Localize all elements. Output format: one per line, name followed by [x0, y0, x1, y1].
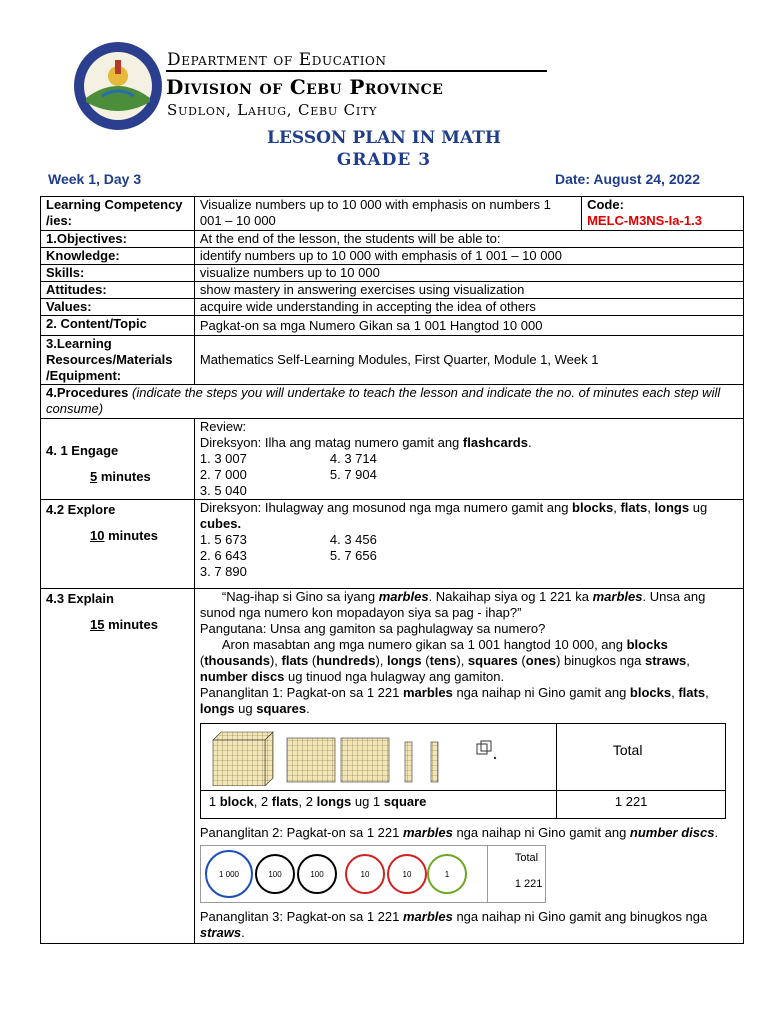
- number-disc: [388, 855, 426, 893]
- t: ug tinuod nga hulagway ang gamiton.: [284, 669, 505, 684]
- figure-divider: [556, 724, 557, 818]
- engage-item: 2. 7 000: [199, 467, 247, 482]
- t-b: straws: [645, 653, 687, 668]
- explain-minutes: [46, 617, 189, 633]
- engage-label: 4. 1 Engage: [46, 443, 119, 458]
- number-disc: [298, 855, 336, 893]
- number-disc: [256, 855, 294, 893]
- values-label: Values:: [41, 299, 195, 316]
- t: ),: [375, 653, 387, 668]
- number-disc: [206, 851, 252, 897]
- t-b: flats: [271, 794, 299, 809]
- competency-row: [41, 197, 744, 231]
- t-b: number discs: [199, 669, 285, 684]
- word-longs: longs: [654, 500, 690, 515]
- engage-items: [200, 451, 738, 499]
- t-b: longs: [199, 701, 235, 716]
- t-marbles: marbles: [402, 909, 453, 924]
- department-name: Department of Education: [167, 50, 387, 70]
- t: Aron masabtan ang mga numero gikan sa 1 001 hangtod 10 000, ang: [221, 637, 627, 652]
- explore-items-right: [330, 532, 377, 580]
- resources-row: [41, 336, 744, 385]
- engage-review: Review:: [199, 419, 247, 434]
- explore-direction: [200, 500, 738, 532]
- deped-seal-icon: [72, 40, 164, 132]
- resources-value: Mathematics Self-Learning Modules, First Quarter, Module 1, Week 1: [194, 336, 743, 385]
- t-b: flats: [281, 653, 309, 668]
- knowledge-row: [41, 248, 744, 265]
- explain-story: [200, 589, 738, 621]
- word-blocks: blocks: [572, 500, 614, 515]
- knowledge-value: identify numbers up to 10 000 with emphasis of 1 001 – 10 000: [194, 248, 743, 265]
- engage-label-cell: [41, 419, 195, 500]
- discs-total-number: 1 221: [514, 878, 543, 890]
- figure-divider: [487, 846, 488, 902]
- hundred-flat-icon: [287, 738, 335, 782]
- engage-items-right: [330, 451, 377, 499]
- explore-minutes-number: 10: [90, 528, 105, 543]
- division-name: Division of Cebu Province: [166, 75, 444, 99]
- division-address: Sudlon, Lahug, Cebu City: [167, 101, 378, 119]
- number-disc-label: 100: [310, 870, 324, 879]
- week-day-label: Week 1, Day 3: [48, 171, 142, 187]
- explain-content: [194, 589, 743, 944]
- t-b: flats: [678, 685, 706, 700]
- resources-label: 3.Learning Resources/Materials /Equipment:: [41, 336, 195, 385]
- engage-direction-text: Direksyon: Ilha ang matag numero gamit ang: [199, 435, 463, 450]
- t-b: marbles: [402, 685, 453, 700]
- t: ug: [234, 701, 257, 716]
- explain-label: 4.3 Explain: [46, 591, 114, 606]
- explore-items: [200, 532, 738, 580]
- skills-value: visualize numbers up to 10 000: [194, 265, 743, 282]
- ten-long-icon: [431, 742, 438, 782]
- t: , 2: [298, 794, 317, 809]
- engage-items-left: [200, 451, 330, 499]
- code-cell: [582, 197, 744, 231]
- number-disc: [428, 855, 466, 893]
- figure-caption: [209, 794, 427, 810]
- content-value: Pagkat-on sa mga Numero Gikan sa 1 001 Hangtod 10 000: [194, 316, 743, 336]
- values-value: acquire wide understanding in accepting the idea of others: [194, 299, 743, 316]
- procedures-note: (indicate the steps you will undertake to teach the lesson and indicate the no. of minutes each step will consume): [46, 385, 721, 416]
- skills-label: Skills:: [41, 265, 195, 282]
- explore-minutes-word: minutes: [108, 528, 158, 543]
- t-b: longs: [387, 653, 422, 668]
- engage-content: [194, 419, 743, 500]
- engage-minutes-word: minutes: [100, 469, 151, 484]
- t-b: blocks: [629, 685, 672, 700]
- t-marbles: marbles: [378, 589, 429, 604]
- number-discs-illustration: [203, 848, 485, 900]
- base-ten-blocks-illustration: [207, 730, 552, 786]
- t: Pananglitan 3: Pagkat-on sa 1 221: [199, 909, 403, 924]
- lesson-plan-table: [40, 196, 744, 944]
- explain-row: [41, 589, 744, 944]
- explore-item: 3. 7 890: [199, 564, 247, 579]
- thousand-block-icon: [213, 732, 273, 786]
- word-flats: flats: [620, 500, 648, 515]
- date-label: Date: August 24, 2022: [555, 171, 700, 187]
- procedures-label: 4.Procedures: [46, 385, 129, 400]
- knowledge-label: Knowledge:: [41, 248, 195, 265]
- t-marbles: marbles: [402, 825, 453, 840]
- engage-direction-end: .: [527, 435, 532, 450]
- objectives-label: 1.Objectives:: [41, 231, 195, 248]
- engage-item: 5. 7 904: [329, 467, 377, 482]
- explore-content: [194, 500, 743, 589]
- explore-item: 1. 5 673: [199, 532, 247, 547]
- lesson-plan-title: LESSON PLAN IN MATH: [267, 128, 501, 148]
- t: nga naihap ni Gino gamit ang: [452, 685, 630, 700]
- t: . Nakaihap siya og 1 221 ka: [428, 589, 593, 604]
- t-b: tens: [429, 653, 457, 668]
- t: ),: [269, 653, 282, 668]
- t-discs: number discs: [629, 825, 715, 840]
- skills-row: [41, 265, 744, 282]
- t-b: squares: [467, 653, 518, 668]
- procedures-cell: [41, 385, 744, 419]
- figure-total-label: Total: [612, 742, 643, 758]
- example-2-text: [200, 825, 738, 841]
- example-1-text: [200, 685, 738, 717]
- sep: ,: [647, 500, 655, 515]
- code-label: Code:: [587, 197, 624, 212]
- t-b: ones: [525, 653, 557, 668]
- number-discs-figure: [200, 845, 546, 903]
- attitudes-value: show mastery in answering exercises using visualization: [194, 282, 743, 299]
- explain-minutes-word: minutes: [108, 617, 158, 632]
- t: ,: [671, 685, 679, 700]
- content-row: [41, 316, 744, 336]
- engage-direction: [200, 435, 738, 451]
- values-row: [41, 299, 744, 316]
- one-square-icon: [477, 741, 496, 759]
- grade-title: GRADE 3: [336, 150, 432, 170]
- number-disc-label: 1 000: [218, 870, 239, 879]
- t-b: thousands: [204, 653, 270, 668]
- number-disc-label: 1: [444, 870, 450, 879]
- engage-minutes: [46, 469, 189, 485]
- t: 1: [208, 794, 220, 809]
- t: Pananglitan 2: Pagkat-on sa 1 221: [199, 825, 403, 840]
- code-value: MELC-M3NS-Ia-1.3: [587, 213, 702, 228]
- engage-minutes-number: 5: [90, 469, 98, 484]
- explore-label: 4.2 Explore: [46, 502, 116, 517]
- t: nga naihap ni Gino gamit ang: [452, 825, 630, 840]
- engage-item: 3. 5 040: [199, 483, 247, 498]
- t: . Unsa ang sunod nga numero kon mopadayon siya sa pag - ihap?”: [199, 589, 706, 620]
- explore-items-left: [200, 532, 330, 580]
- hundred-flat-icon: [341, 738, 389, 782]
- explore-minutes: [46, 528, 189, 544]
- explore-item: 4. 3 456: [329, 532, 377, 547]
- t-straws: straws: [199, 925, 242, 940]
- t: (: [421, 653, 430, 668]
- engage-item: 4. 3 714: [329, 451, 377, 466]
- explore-direction-text: Direksyon: Ihulagway ang mosunod nga mga numero gamit ang: [199, 500, 573, 515]
- sep: ug: [689, 500, 708, 515]
- t-b: square: [383, 794, 427, 809]
- example-3-text: [200, 909, 738, 941]
- explain-label-cell: [41, 589, 195, 944]
- explore-row: [41, 500, 744, 589]
- objectives-value: At the end of the lesson, the students will be able to:: [194, 231, 743, 248]
- procedures-row: [41, 385, 744, 419]
- t-b: blocks: [626, 637, 668, 652]
- t: (: [517, 653, 526, 668]
- t: ,: [686, 653, 690, 668]
- explain-minutes-number: 15: [90, 617, 105, 632]
- number-disc-label: 10: [360, 870, 370, 879]
- engage-row: [41, 419, 744, 500]
- content-label: 2. Content/Topic: [41, 316, 195, 336]
- t: .: [241, 925, 245, 940]
- t: ,: [705, 685, 709, 700]
- t-marbles: marbles: [592, 589, 643, 604]
- t-b: squares: [256, 701, 307, 716]
- header-divider: [166, 70, 547, 72]
- sep: ,: [613, 500, 621, 515]
- t-b: longs: [316, 794, 352, 809]
- number-disc-label: 10: [402, 870, 412, 879]
- word-cubes: cubes.: [199, 516, 242, 531]
- number-disc: [346, 855, 384, 893]
- t: (: [199, 653, 205, 668]
- t: Pananglitan 1: Pagkat-on sa 1 221: [199, 685, 403, 700]
- explore-item: 5. 7 656: [329, 548, 377, 563]
- base-ten-blocks-figure: [200, 723, 726, 819]
- number-disc-label: 100: [268, 870, 282, 879]
- competency-value: Visualize numbers up to 10 000 with emphasis on numbers 1 001 – 10 000: [194, 197, 581, 231]
- ten-long-icon: [405, 742, 412, 782]
- explore-item: 2. 6 643: [199, 548, 247, 563]
- explore-label-cell: [41, 500, 195, 589]
- t: “Nag-ihap si Gino sa iyang: [221, 589, 379, 604]
- explain-materials: [200, 637, 738, 685]
- competency-label: Learning Competency /ies:: [41, 197, 195, 231]
- attitudes-row: [41, 282, 744, 299]
- explain-question: Pangutana: Unsa ang gamiton sa paghulagway sa numero?: [199, 621, 546, 636]
- engage-direction-bold: flashcards: [462, 435, 528, 450]
- t: ug 1: [351, 794, 384, 809]
- t: .: [306, 701, 310, 716]
- t: .: [714, 825, 719, 840]
- t: nga naihap ni Gino gamit ang binugkos nga: [452, 909, 708, 924]
- t: , 2: [253, 794, 272, 809]
- t: ) binugkos nga: [556, 653, 645, 668]
- t-b: block: [219, 794, 254, 809]
- t: (: [308, 653, 317, 668]
- attitudes-label: Attitudes:: [41, 282, 195, 299]
- letterhead: [0, 0, 768, 120]
- figure-divider: [201, 790, 725, 791]
- engage-item: 1. 3 007: [199, 451, 247, 466]
- discs-total-label: Total: [514, 852, 539, 864]
- t: ),: [456, 653, 468, 668]
- objectives-row: [41, 231, 744, 248]
- figure-total-number: 1 221: [614, 794, 648, 809]
- t-b: hundreds: [316, 653, 376, 668]
